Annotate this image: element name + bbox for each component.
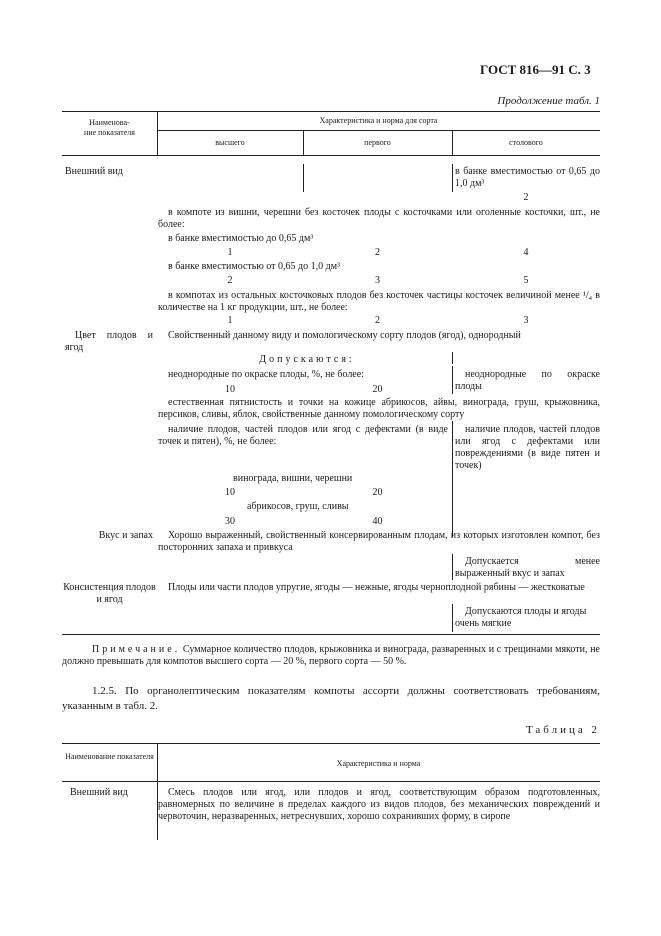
note-label: Примечание. bbox=[92, 644, 181, 655]
table2-row-label-appearance: Внешний вид bbox=[70, 787, 128, 798]
cell-value: 20 bbox=[372, 384, 383, 395]
cell-divider bbox=[452, 604, 453, 632]
note-body: Суммарное количество плодов, крыжовника и винограда, разваренных и с трещинами мякоти, не должно превышать для компотов высшего сорта — 20 %, первого сорта — 50 %. bbox=[62, 644, 600, 667]
table1-col-high: высшего bbox=[215, 138, 245, 147]
text-defects: наличие плодов, частей плодов или ягод с дефектами (в виде точек и пятен), %, не более: bbox=[158, 424, 448, 447]
cell-divider bbox=[303, 164, 304, 192]
cell-divider bbox=[452, 352, 453, 364]
text-grape: винограда, вишни, черешни bbox=[233, 473, 353, 484]
row-label-appearance: Внешний вид bbox=[65, 166, 123, 177]
text-taste-table: Допускается менее выраженный вкус и запах bbox=[455, 556, 600, 579]
table1-col-char: Характеристика и норма для сорта bbox=[319, 116, 438, 125]
cell-value: 2 bbox=[227, 275, 233, 286]
text-consistency-table: Допускаются плоды и ягоды очень мягкие bbox=[455, 606, 587, 629]
text-can-small: в банке вместимостью до 0,65 дм³ bbox=[168, 233, 314, 244]
table2-top-border bbox=[62, 743, 600, 744]
table2-row-text-appearance: Смесь плодов или ягод, или плодов и ягод, соответствующим образом подготовленных, равномерных по величине в пределах каждого из видов плодов, без механических повреждений и червоточин, неразваренных, нетреснувших, хорошо сохранивших форму, в сиропе bbox=[158, 787, 600, 822]
text-cherry-pits: в компоте из вишни, черешни без косточек плоды с косточками или оголенные косточки, шт., не более: bbox=[158, 207, 600, 230]
cell-value: 20 bbox=[372, 487, 383, 498]
cell-value: 4 bbox=[523, 247, 529, 258]
cell-divider bbox=[452, 554, 453, 580]
text-allowed: Допускаются: bbox=[259, 354, 355, 365]
text-nonuniform: неоднородные по окраске плоды, %, не более: bbox=[168, 369, 364, 380]
text-apricot: абрикосов, груш, сливы bbox=[247, 501, 349, 512]
cell-value: 10 bbox=[225, 487, 235, 498]
text-color-main: Свойственный данному виду и помологическому сорту плодов (ягод), однородный bbox=[168, 330, 521, 341]
cell-value: 5 bbox=[523, 275, 529, 286]
paragraph-1-2-5: 1.2.5. По органолептическим показателям компоты ассорти должны соответствовать требованиям, указанным в табл. 2. bbox=[62, 685, 600, 712]
table1-col-table: столового bbox=[509, 138, 543, 147]
cell-value: 3 bbox=[523, 315, 529, 326]
cell-divider bbox=[452, 421, 453, 537]
cell-value: 10 bbox=[225, 384, 235, 395]
row-label-consistency: Консистенция плодов и ягод bbox=[63, 582, 156, 605]
cell-value: 40 bbox=[372, 516, 383, 527]
cell-value: 2 bbox=[523, 192, 529, 203]
table2-col-char: Характеристика и норма bbox=[336, 759, 421, 768]
row-label-color: Цвет плодов и ягод bbox=[65, 330, 153, 353]
cell-value: 1 bbox=[227, 315, 233, 326]
text-can-big: в банке вместимостью от 0,65 до 1,0 дм³ bbox=[168, 261, 341, 272]
cell-value: 2 bbox=[375, 315, 380, 326]
table2-header-bottom bbox=[62, 781, 600, 782]
text-consistency: Плоды или части плодов упругие, ягоды — нежные, ягоды черноплодной рябины — жестковатые bbox=[168, 582, 585, 593]
table2-col-name: Наименование показателя bbox=[65, 752, 154, 761]
cell-value: 2 bbox=[375, 247, 380, 258]
row-label-taste: Вкус и запах bbox=[98, 530, 153, 541]
text-other-pits: в компотах из остальных косточковых плодов без косточек частицы косточек величиной менее ¹/₄ в количестве на 1 кг продукции, шт., не более: bbox=[158, 290, 600, 313]
page-header: ГОСТ 816—91 С. 3 bbox=[480, 62, 591, 77]
table2-title: Таблица 2 bbox=[525, 724, 600, 736]
table1-subheader-line bbox=[157, 130, 600, 131]
text-nonuniform-table: неоднородные по окраске плоды bbox=[455, 369, 600, 392]
cell-value: 3 bbox=[375, 275, 380, 286]
text-spotting: естественная пятнистость и точки на кожице абрикосов, айвы, винограда, груш, крыжовника, персиков, сливы, яблок, свойственные данному помологическому сорту bbox=[158, 397, 600, 420]
table1-col-first: первого bbox=[364, 138, 391, 147]
table-continuation-label: Продолжение табл. 1 bbox=[497, 95, 600, 107]
table1-top-border bbox=[62, 111, 600, 112]
cell-can-big-table: в банке вместимостью от 0,65 до 1,0 дм³ bbox=[455, 166, 600, 189]
cell-divider bbox=[452, 164, 453, 192]
table1-note bbox=[62, 644, 600, 668]
table1-bottom-border bbox=[62, 634, 600, 635]
cell-value: 1 bbox=[227, 247, 233, 258]
text-taste: Хорошо выраженный, свойственный консервированным плодам, из которых изготовлен компот, без посторонних запаха и привкуса bbox=[158, 530, 600, 553]
cell-value: 30 bbox=[225, 516, 235, 527]
table1-header-bottom bbox=[62, 155, 600, 156]
cell-divider bbox=[452, 366, 453, 394]
text-defects-table: наличие плодов, частей плодов или ягод с дефектами или повреждениями (в виде пятен и точек) bbox=[455, 424, 600, 471]
table1-col-name: Наименова- ние показателя bbox=[84, 118, 135, 137]
